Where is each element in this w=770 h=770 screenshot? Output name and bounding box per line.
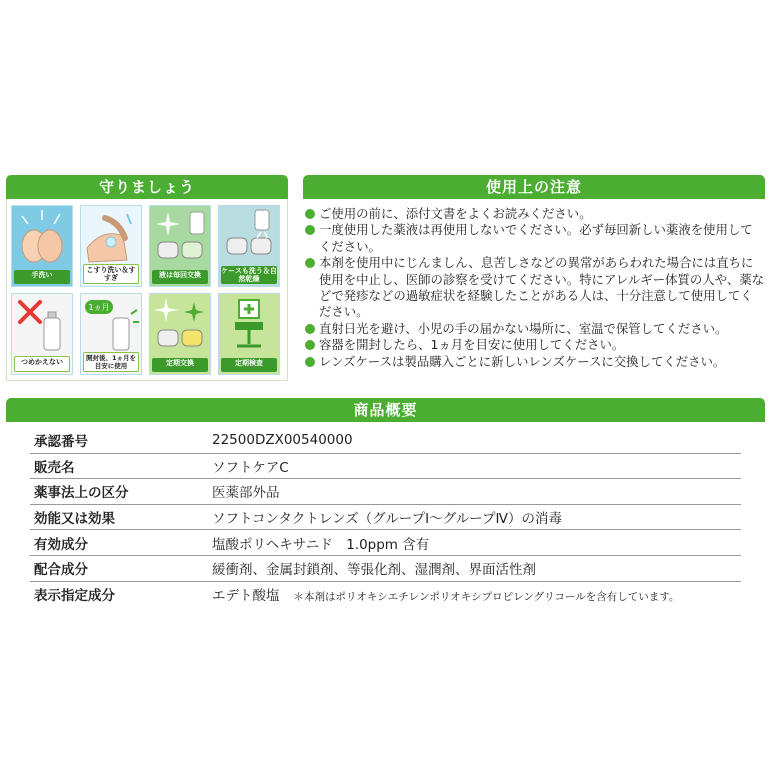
row-value: ソフトコンタクトレンズ（グループⅠ～グループⅣ）の消毒 — [208, 504, 741, 530]
one-month-bottle-icon — [81, 294, 141, 358]
rule-caption: つめかえない — [14, 356, 70, 372]
row-key: 効能又は効果 — [30, 504, 208, 530]
table-row — [30, 453, 741, 479]
clinic-chair-icon — [219, 294, 279, 358]
rule-tile-handwash — [11, 205, 73, 287]
rule-caption: ケースも洗う＆自然乾燥 — [221, 267, 277, 283]
precautions-header: 使用上の注意 — [303, 175, 765, 199]
row-value: 22500DZX00540000 — [208, 428, 741, 453]
bullet-icon — [305, 324, 315, 334]
table-row — [30, 555, 741, 581]
precaution-item: 本剤を使用中にじんましん、息苦しさなどの異常があらわれた場合には直ちに使用を中止し、医師の診察を受けてください。特にアレルギー体質の人や、薬などで発疹などの過敏症状を経験したことがある人は、十分注意して使用してください。 — [305, 255, 765, 321]
bullet-icon — [305, 340, 315, 350]
product-overview-header: 商品概要 — [6, 398, 765, 422]
lens-case-replace-icon — [150, 294, 210, 358]
row-value: 医薬部外品 — [208, 479, 741, 505]
precaution-item: 一度使用した薬液は再使用しないでください。必ず毎回新しい薬液を使用してください。 — [305, 222, 765, 255]
bullet-icon — [305, 258, 315, 268]
row-value — [208, 581, 741, 606]
table-row — [30, 504, 741, 530]
row-value-text: エデト酸塩 — [212, 587, 280, 604]
row-key: 薬事法上の区分 — [30, 479, 208, 505]
table-row — [30, 479, 741, 505]
row-value: ソフトケアC — [208, 453, 741, 479]
rule-tile-rub-rinse — [80, 205, 142, 287]
rule-caption: 定期交換 — [152, 358, 208, 372]
lens-case-wash-icon — [219, 206, 279, 270]
hands-rubbing-lens-icon — [81, 206, 141, 270]
rule-tile-periodic-replace — [149, 293, 211, 375]
row-key: 販売名 — [30, 453, 208, 479]
rule-caption: 液は毎回交換 — [152, 270, 208, 284]
rule-caption: 開封後、1ヵ月を目安に使用 — [83, 352, 139, 372]
rule-caption: 手洗い — [14, 270, 70, 284]
table-row — [30, 581, 741, 606]
row-key: 承認番号 — [30, 428, 208, 453]
rule-tile-periodic-checkup — [218, 293, 280, 375]
rules-panel — [6, 199, 288, 381]
precaution-item: 容器を開封したら、1ヵ月を目安に使用してください。 — [305, 337, 765, 353]
bullet-icon — [305, 225, 315, 235]
rule-caption: 定期検査 — [221, 358, 277, 372]
rules-header: 守りましょう — [6, 175, 288, 199]
precautions-list — [305, 206, 765, 370]
handwash-icon — [12, 206, 72, 270]
row-value: 緩衝剤、金属封鎖剤、等張化剤、湿潤剤、界面活性剤 — [208, 555, 741, 581]
rule-tile-no-refill — [11, 293, 73, 375]
lens-case-sparkle-icon — [150, 206, 210, 270]
one-month-badge-text: 1ヵ月 — [88, 303, 110, 312]
bullet-icon — [305, 209, 315, 219]
rule-tile-wash-case — [218, 205, 280, 287]
product-overview-table — [30, 428, 741, 606]
no-refill-icon — [12, 294, 72, 358]
row-key: 有効成分 — [30, 530, 208, 556]
rule-caption: こすり洗い＆すすぎ — [83, 264, 139, 284]
table-row — [30, 530, 741, 556]
precaution-item: レンズケースは製品購入ごとに新しいレンズケースに交換してください。 — [305, 354, 765, 370]
precaution-item: ご使用の前に、添付文書をよくお読みください。 — [305, 206, 765, 222]
row-value: 塩酸ポリヘキサニド 1.0ppm 含有 — [208, 530, 741, 556]
rule-tile-one-month — [80, 293, 142, 375]
precaution-item: 直射日光を避け、小児の手の届かない場所に、室温で保管してください。 — [305, 321, 765, 337]
row-key: 表示指定成分 — [34, 587, 115, 604]
row-value-note: ＊本剤はポリオキシエチレンポリオキシプロピレングリコールを含有しています。 — [293, 590, 680, 603]
table-row — [30, 428, 741, 453]
row-key: 配合成分 — [30, 555, 208, 581]
bullet-icon — [305, 357, 315, 367]
rule-tile-replace-solution — [149, 205, 211, 287]
